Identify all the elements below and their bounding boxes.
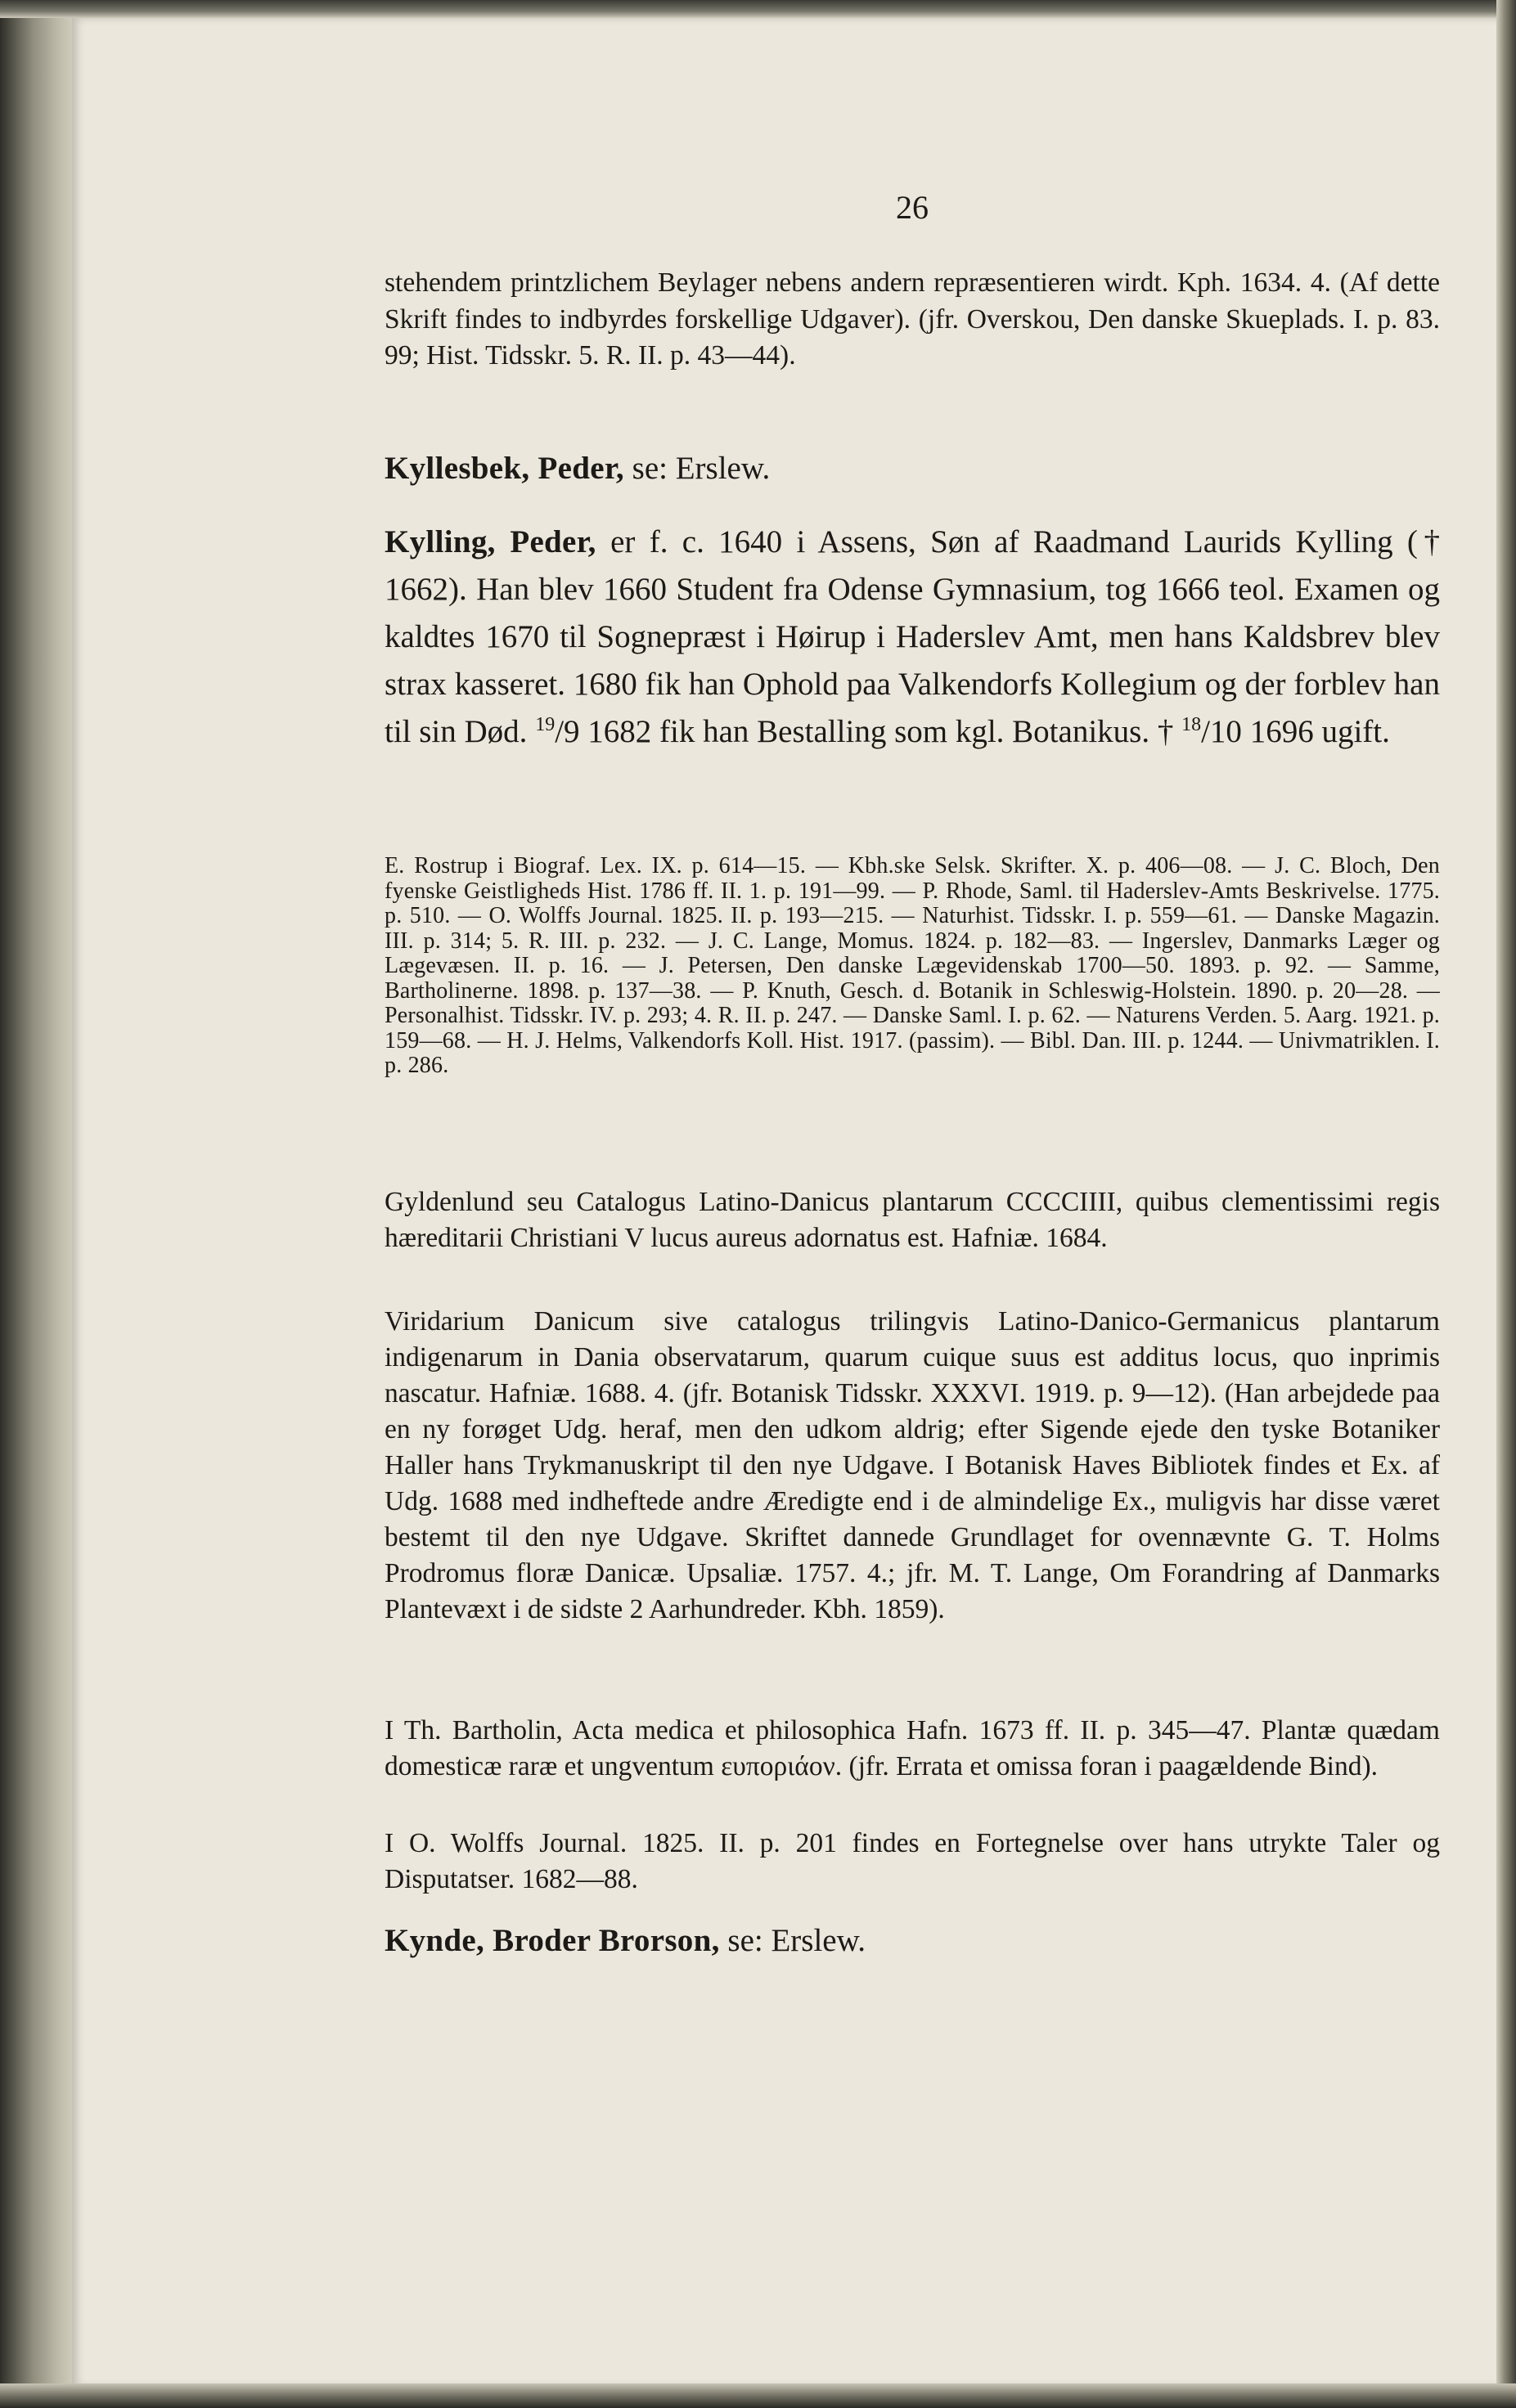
birth-date-day: 18 xyxy=(1181,714,1202,735)
entry-kyllesbek-crossref: se: Erslew. xyxy=(623,451,771,486)
continuation-paragraph: stehendem printzlichem Beylager nebens andern repræsentieren wirdt. Kph. 1634. 4. (Af dette Skrift findes to indbyrdes forskellige Udgaver). (jfr. Overskou, Den danske Skueplads. I. p. 83. 99; Hist. Tidsskr. 5. R. II. p. 43—44). xyxy=(385,267,1440,371)
entry-kylling-references: E. Rostrup i Biograf. Lex. IX. p. 614—15. — Kbh.ske Selsk. Skrifter. X. p. 406—08. — J. C. Bloch, Den fyenske Geistligheds Hist. 1786 ff. II. 1. p. 191—99. — P. Rhode, Saml. til Haderslev-Amts Beskrivelse. 1775. p. 510. — O. Wolffs Journal. 1825. II. p. 193—215. — Naturhist. Tidsskr. I. p. 559—61. — Danske Magazin. III. p. 314; 5. R. III. p. 232. — J. C. Lange, Momus. 1824. p. 182—83. — Ingerslev, Danmarks Læger og Lægevæsen. II. p. 16. — J. Petersen, Den danske Lægevidenskab 1700—50. 1893. p. 92. — Samme, Bartholinerne. 1898. p. 137—38. — P. Knuth, Gesch. d. Botanik in Schleswig-Holstein. 1890. p. 20—28. — Personalhist. Tidsskr. IV. p. 293; 4. R. II. p. 247. — Danske Saml. I. p. 62. — Naturens Verden. 5. Aarg. 1921. p. 159—68. — H. J. Helms, Valkendorfs Koll. Hist. 1917. (passim). — Bibl. Dan. III. p. 1244. — Univmatriklen. I. p. 286. xyxy=(385,853,1440,1078)
entry-kynde-crossref: se: Erslew. xyxy=(719,1923,866,1958)
scan-top-edge xyxy=(0,0,1516,18)
entry-kylling-biography xyxy=(385,519,1440,756)
entry-kynde xyxy=(385,1922,1440,1960)
work-bartholin-acta: I Th. Bartholin, Acta medica et philosophica Hafn. 1673 ff. II. p. 345—47. Plantæ quædam domesticæ raræ et ungventum ευποριάον. (jfr. Errata et omissa foran i paagældende Bind). xyxy=(385,1715,1440,1781)
death-date-month: /9 xyxy=(555,714,580,749)
work-gyldenlund: Gyldenlund seu Catalogus Latino-Danicus plantarum CCCCIIII, quibus clementissimi regis hæreditarii Christiani V lucus aureus adornatus est. Hafniæ. 1684. xyxy=(385,1187,1440,1253)
birth-date-month: /10 xyxy=(1201,714,1242,749)
death-date-day: 19 xyxy=(535,714,556,735)
entry-kylling-bio-part2: 1682 fik han Bestalling som kgl. Botanikus. † xyxy=(579,714,1182,749)
page-number: 26 xyxy=(896,189,929,226)
entry-kylling-bio-part1: er f. c. 1640 i Assens, Søn af Raadmand Laurids Kylling († 1662). Han blev 1660 Student fra Odense Gymnasium, tog 1666 teol. Examen og kaldtes 1670 til Sognepræst i Høirup i Haderslev Amt, men hans Kaldsbrev blev strax kasseret. 1680 fik han Ophold paa Valkendorfs Kollegium og der forblev han til sin Død. xyxy=(385,524,1440,749)
entry-kyllesbek xyxy=(385,450,1440,487)
work-wolffs-journal: I O. Wolffs Journal. 1825. II. p. 201 findes en Fortegnelse over hans utrykte Taler og Disputatser. 1682—88. xyxy=(385,1828,1440,1894)
entry-kylling-headword: Kylling, Peder, xyxy=(385,524,596,559)
scan-bottom-edge xyxy=(0,2383,1516,2408)
work-viridarium: Viridarium Danicum sive catalogus trilingvis Latino-Danico-Germanicus plantarum indigenarum in Dania observatarum, quarum cuique suus est additus locus, quo inprimis nascatur. Hafniæ. 1688. 4. (jfr. Botanisk Tidsskr. XXXVI. 1919. p. 9—12). (Han arbejdede paa en ny forøget Udg. heraf, men den udkom aldrig; efter Sigende ejede den tyske Botaniker Haller hans Trykmanuskript til den nye Udgave. I Botanisk Haves Bibliotek findes et Ex. af Udg. 1688 med indheftede andre Æredigte end i de almindelige Ex., muligvis har disse været bestemt til den nye Udgave. Skriftet dannede Grundlaget for ovennævnte G. T. Holms Prodromus floræ Danicæ. Upsaliæ. 1757. 4.; jfr. M. T. Lange, Om Forandring af Danmarks Plantevæxt i de sidste 2 Aarhundreder. Kbh. 1859). xyxy=(385,1306,1440,1624)
scan-right-edge xyxy=(1496,0,1516,2408)
entry-kynde-headword: Kynde, Broder Brorson, xyxy=(385,1923,720,1958)
entry-kylling-bio-part3: 1696 ugift. xyxy=(1241,714,1390,749)
entry-kyllesbek-headword: Kyllesbek, Peder, xyxy=(385,451,624,486)
